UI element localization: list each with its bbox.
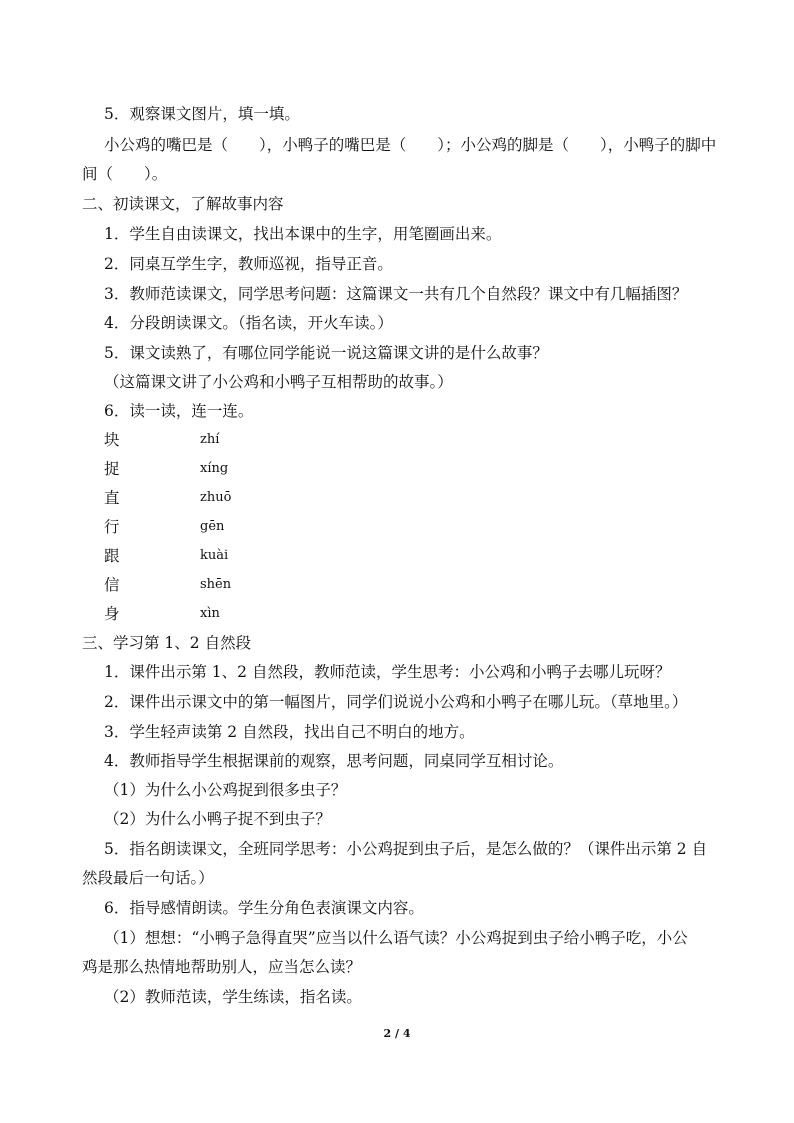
section-two-item: 6．读一读，连一连。 bbox=[104, 402, 254, 420]
section-two-item: 1．学生自由读课文，找出本课中的生字，用笔圈画出来。 bbox=[104, 225, 502, 243]
section-two-heading: 二、初读课文，了解故事内容 bbox=[82, 195, 284, 213]
section-three-subitem: （1）为什么小公鸡捉到很多虫子？ bbox=[104, 781, 347, 799]
match-char: 直 bbox=[104, 489, 120, 507]
fill-in-line-2: 间（ ）。 bbox=[82, 165, 168, 183]
section-three-subitem: （1）想想：“小鸭子急得直哭”应当以什么语气读？小公鸡捉到虫子给小鸭子吃，小公 bbox=[104, 929, 688, 947]
match-pinyin: zhuō bbox=[200, 490, 232, 505]
match-char: 行 bbox=[104, 518, 120, 536]
section-two-item: 5．课文读熟了，有哪位同学能说一说这篇课文讲的是什么故事？ bbox=[104, 344, 548, 362]
match-pinyin: gēn bbox=[200, 519, 225, 534]
section-two-item: 3．教师范读课文，同学思考问题：这篇课文一共有几个自然段？课文中有几幅插图？ bbox=[104, 285, 688, 303]
section-three-item: 3．学生轻声读第 2 自然段，找出自己不明白的地方。 bbox=[104, 723, 475, 741]
section-three-item: 5．指名朗读课文，全班同学思考：小公鸡捉到虫子后，是怎么做的？（课件出示第 2 自 bbox=[104, 840, 708, 858]
section-two-item: 4．分段朗读课文。（指名读，开火车读。） bbox=[104, 314, 393, 332]
item-observe-fill: 5．观察课文图片，填一填。 bbox=[104, 105, 300, 123]
match-pinyin: shēn bbox=[200, 577, 232, 592]
fill-in-line-1: 小公鸡的嘴巴是（ ），小鸭子的嘴巴是（ ）；小公鸡的脚是（ ），小鸭子的脚中 bbox=[104, 136, 717, 154]
match-char: 捉 bbox=[104, 460, 120, 478]
section-three-heading: 三、学习第 1、2 自然段 bbox=[82, 634, 252, 652]
match-char: 跟 bbox=[104, 547, 120, 565]
section-three-subitem: （2）为什么小鸭子捉不到虫子？ bbox=[104, 810, 331, 828]
section-two-answer: （这篇课文讲了小公鸡和小鸭子互相帮助的故事。） bbox=[104, 373, 453, 391]
section-three-item: 1．课件出示第 1、2 自然段，教师范读，学生思考：小公鸡和小鸭子去哪儿玩呀？ bbox=[104, 663, 671, 681]
section-three-subitem: （2）教师范读，学生练读，指名读。 bbox=[104, 988, 362, 1006]
match-char: 块 bbox=[104, 431, 120, 449]
match-char: 信 bbox=[104, 576, 120, 594]
section-three-item: 4．教师指导学生根据课前的观察，思考问题，同桌同学互相讨论。 bbox=[104, 752, 564, 770]
section-three-item: 2．课件出示课文中的第一幅图片，同学们说说小公鸡和小鸭子在哪儿玩。（草地里。） bbox=[104, 693, 688, 711]
section-three-item: 6．指导感情朗读。学生分角色表演课文内容。 bbox=[104, 899, 424, 917]
section-three-continuation: 然段最后一句话。） bbox=[82, 869, 214, 887]
page-number: 2 / 4 bbox=[383, 1027, 411, 1040]
match-pinyin: kuài bbox=[200, 548, 229, 563]
match-char: 身 bbox=[104, 605, 120, 623]
section-two-item: 2．同桌互学生字，教师巡视，指导正音。 bbox=[104, 255, 393, 273]
section-three-continuation: 鸡是那么热情地帮助别人，应当怎么读？ bbox=[82, 958, 362, 976]
match-pinyin: xìn bbox=[200, 606, 220, 621]
match-pinyin: xíng bbox=[200, 461, 229, 476]
match-pinyin: zhí bbox=[200, 432, 220, 447]
